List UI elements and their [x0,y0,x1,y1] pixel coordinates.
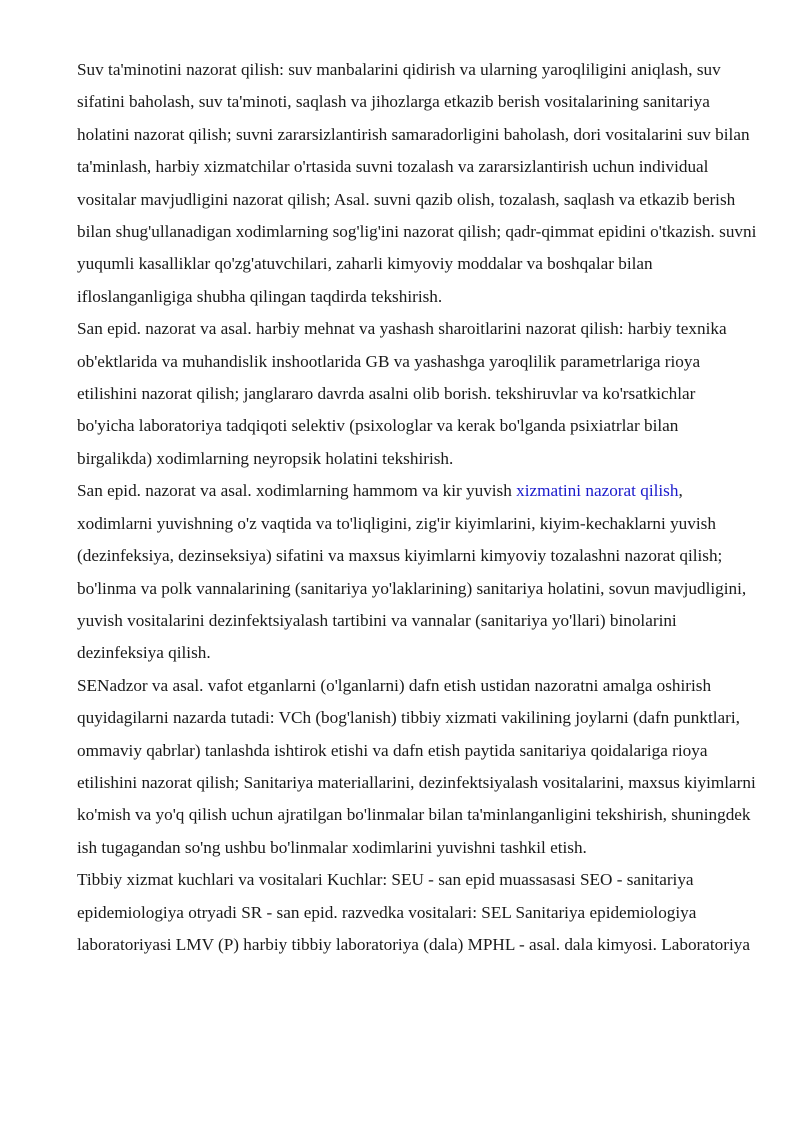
paragraph-bath-laundry-start: San epid. nazorat va asal. xodimlarning hammom va kir yuvish [77,481,517,501]
laundry-service-link[interactable]: xizmatini nazorat qilish [516,481,679,501]
paragraph-living-conditions: San epid. nazorat va asal. harbiy mehnat va yashash sharoitlarini nazorat qilish: harbiy texnika ob'ektlarida va muhandislik inshootlarida GB va yashashga yaroqlilik parametrlariga rioya etilishini nazorat qilish; janglararo davrda asalni olib borish. tekshiruvlar va ko'rsatkichlar bo'yicha laboratoriya tadqiqoti selektiv (psixologlar va kerak bo'lganda psixiatrlar bilan birgalikda) xodimlarning neyropsik holatini tekshirish. [77,319,727,468]
paragraph-burial-control: SENadzor va asal. vafot etganlarni (o'lganlarni) dafn etish ustidan nazoratni amalga oshirish quyidagilarni nazarda tutadi: VCh (bog'lanish) tibbiy xizmati vakilining joylarni (dafn punktlari, ommaviy qabrlar) tanlashda ishtirok etishi va dafn etish paytida sanitariya qoidalariga rioya etilishini nazorat qilish; Sanitariya materiallarini, dezinfektsiyalash vositalarini, maxsus kiyimlarni ko'mish va yo'q qilish uchun ajratilgan bo'linmalar bilan ta'minlanganligini tekshirish, shuningdek ish tugagandan so'ng ushbu bo'linmalar xodimlarini yuvishni tashkil etish. [77,675,756,857]
paragraph-bath-laundry [77,475,757,669]
paragraph-forces-means: Tibbiy xizmat kuchlari va vositalari Kuchlar: SEU - san epid muassasasi SEO - sanitariya epidemiologiya otryadi SR - san epid. razvedka vositalari: SEL Sanitariya epidemiologiya laboratoriyasi LMV (P) harbiy tibbiy laboratoriya (dala) MPHL - asal. dala kimyosi. Laboratoriya [77,870,750,954]
paragraph-water-supply: Suv ta'minotini nazorat qilish: suv manbalarini qidirish va ularning yaroqliligini aniqlash, suv sifatini baholash, suv ta'minoti, saqlash va jihozlarga etkazib berish vositalarining sanitariya holatini nazorat qilish; suvni zararsizlantirish samaradorligini baholash, dori vositalarini suv bilan ta'minlash, harbiy xizmatchilar o'rtasida suvni tozalash va zararsizlantirish uchun individual vositalar mavjudligini nazorat qilish; Asal. suvni qazib olish, tozalash, saqlash va etkazib berish bilan shug'ullanadigan xodimlarning sog'lig'ini nazorat qilish; qadr-qimmat epidini o'tkazish. suvni yuqumli kasalliklar qo'zg'atuvchilari, zaharli kimyoviy moddalar va boshqalar bilan ifloslanganligiga shubha qilingan taqdirda tekshirish. [77,60,757,306]
document-body [77,54,757,961]
paragraph-bath-laundry-end: , xodimlarni yuvishning o'z vaqtida va to'liqligini, zig'ir kiyimlarini, kiyim-kechaklarni yuvish (dezinfeksiya, dezinseksiya) sifatini va maxsus kiyimlarni kimyoviy tozalashni nazorat qilish; bo'linma va polk vannalarining (sanitariya yo'laklarining) sanitariya holatini, sovun mavjudligini, yuvish vositalarini dezinfektsiyalash tartibini va vannalar (sanitariya yo'llari) binolarini dezinfeksiya qilish. [77,481,747,663]
